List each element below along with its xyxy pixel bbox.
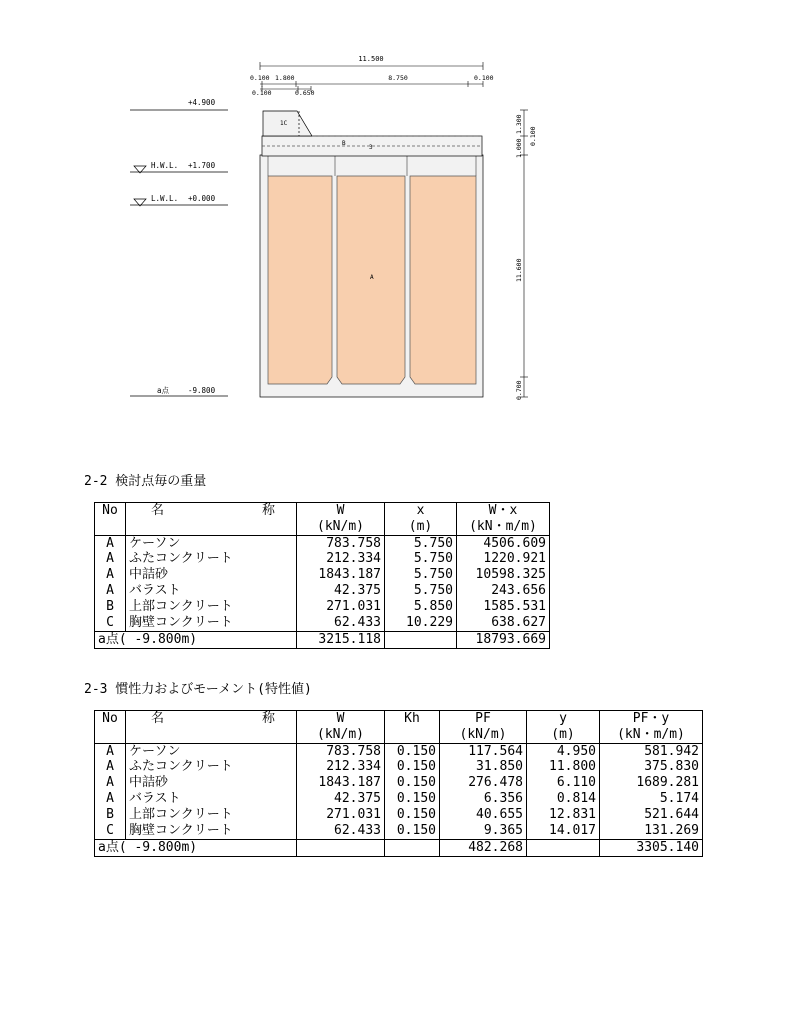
level-hwl-value: +1.700 (188, 161, 216, 170)
table-row (95, 823, 703, 840)
header-no: No (95, 711, 126, 744)
dim-r2: 1.300 (515, 114, 523, 134)
row-wx: 1585.531 (457, 599, 550, 615)
row-no: A (95, 743, 126, 759)
header-pfy-unit: (kN・m/m) (617, 726, 685, 742)
row-name: ふたコンクリート (126, 551, 297, 567)
row-kh: 0.150 (385, 759, 440, 775)
header-w (297, 503, 385, 536)
caisson-cross-section-drawing (0, 0, 793, 420)
row-name: ケーソン (126, 535, 297, 551)
dim-r4: 11.600 (515, 258, 523, 282)
label-c: 1C (280, 120, 288, 127)
row-pf: 31.850 (440, 759, 527, 775)
row-name: バラスト (126, 583, 297, 599)
total-y (527, 840, 600, 857)
header-name (126, 503, 297, 536)
row-no: A (95, 551, 126, 567)
header-wx-label: W・x (488, 503, 518, 518)
row-x: 5.750 (385, 567, 457, 583)
weight-table-header (95, 503, 550, 536)
row-no: C (95, 823, 126, 840)
row-no: B (95, 599, 126, 615)
header-x-label: x (416, 503, 425, 518)
dim-total-width: 11.500 (358, 55, 384, 63)
row-w: 783.758 (297, 535, 385, 551)
row-pf: 276.478 (440, 775, 527, 791)
label-a: A (370, 274, 374, 281)
level-lwl-label: L.W.L. (151, 194, 179, 203)
row-no: A (95, 567, 126, 583)
row-no: A (95, 775, 126, 791)
header-w-unit: (kN/m) (317, 726, 364, 742)
table-total-row (95, 840, 703, 857)
dim-d6: 0.650 (295, 89, 315, 97)
row-pfy: 375.830 (600, 759, 703, 775)
header-name-2: 称 (261, 711, 275, 726)
total-pf: 482.268 (440, 840, 527, 857)
header-wx (457, 503, 550, 536)
table-row (95, 775, 703, 791)
table-row (95, 743, 703, 759)
row-y: 6.110 (527, 775, 600, 791)
row-x: 5.750 (385, 535, 457, 551)
row-no: A (95, 535, 126, 551)
row-x: 10.229 (385, 615, 457, 632)
total-label: a点( -9.800m) (95, 632, 297, 649)
header-w (297, 711, 385, 744)
row-no: A (95, 759, 126, 775)
table-row (95, 551, 550, 567)
total-wx: 18793.669 (457, 632, 550, 649)
total-pfy: 3305.140 (600, 840, 703, 857)
row-w: 62.433 (297, 615, 385, 632)
row-pfy: 521.644 (600, 807, 703, 823)
dim-d2: 1.800 (275, 74, 295, 82)
row-kh: 0.150 (385, 823, 440, 840)
row-wx: 243.656 (457, 583, 550, 599)
level-top: +4.900 (188, 98, 216, 107)
header-name-2: 称 (261, 503, 275, 518)
dim-d1: 0.100 (250, 74, 270, 82)
row-name: 上部コンクリート (126, 599, 297, 615)
row-wx: 638.627 (457, 615, 550, 632)
header-y-unit: (m) (551, 726, 575, 742)
row-x: 5.750 (385, 551, 457, 567)
table-total-row (95, 632, 550, 649)
table-row (95, 759, 703, 775)
row-name: 上部コンクリート (126, 807, 297, 823)
dim-r5: 0.700 (515, 380, 523, 400)
row-w: 62.433 (297, 823, 385, 840)
header-w-label: W (336, 711, 345, 726)
row-pfy: 1689.281 (600, 775, 703, 791)
caisson-structure (260, 111, 483, 397)
table-row (95, 599, 550, 615)
table-row (95, 567, 550, 583)
label-b2: 3 (369, 144, 373, 151)
row-w: 212.334 (297, 759, 385, 775)
row-name: 中詰砂 (126, 567, 297, 583)
level-lwl-value: +0.000 (188, 194, 216, 203)
header-no: No (95, 503, 126, 536)
header-pf-unit: (kN/m) (459, 726, 507, 742)
row-name: ケーソン (126, 743, 297, 759)
row-wx: 10598.325 (457, 567, 550, 583)
total-label: a点( -9.800m) (95, 840, 297, 857)
header-pf (440, 711, 527, 744)
row-x: 5.850 (385, 599, 457, 615)
row-wx: 1220.921 (457, 551, 550, 567)
row-name: 胸壁コンクリート (126, 823, 297, 840)
row-pfy: 131.269 (600, 823, 703, 840)
row-w: 42.375 (297, 583, 385, 599)
header-name-1: 名 (151, 711, 165, 726)
header-wx-unit: (kN・m/m) (469, 518, 537, 534)
header-pfy (600, 711, 703, 744)
row-pf: 40.655 (440, 807, 527, 823)
table-row (95, 615, 550, 632)
table-row (95, 535, 550, 551)
row-name: ふたコンクリート (126, 759, 297, 775)
row-kh: 0.150 (385, 775, 440, 791)
row-pf: 6.356 (440, 791, 527, 807)
row-kh: 0.150 (385, 743, 440, 759)
section-23-title: 2-3 慣性力およびモーメント(特性値) (84, 682, 312, 697)
header-name-1: 名 (151, 503, 165, 518)
header-y-label: y (559, 711, 567, 726)
row-w: 1843.187 (297, 567, 385, 583)
inertia-table (94, 710, 703, 857)
total-w: 3215.118 (297, 632, 385, 649)
row-kh: 0.150 (385, 807, 440, 823)
header-kh (385, 711, 440, 744)
header-kh-label: Kh (404, 711, 420, 726)
inertia-table-header (95, 711, 703, 744)
dim-r1: 1.000 (515, 138, 523, 158)
level-hwl-label: H.W.L. (151, 161, 179, 170)
header-x (385, 503, 457, 536)
row-name: 胸壁コンクリート (126, 615, 297, 632)
row-w: 271.031 (297, 599, 385, 615)
dim-d5: 0.100 (252, 89, 272, 97)
row-name: バラスト (126, 791, 297, 807)
table-row (95, 807, 703, 823)
row-y: 11.800 (527, 759, 600, 775)
dim-d4: 0.100 (474, 74, 494, 82)
row-w: 1843.187 (297, 775, 385, 791)
header-pfy-label: PF・y (632, 711, 670, 726)
header-w-label: W (336, 503, 345, 518)
header-x-unit: (m) (408, 518, 433, 534)
row-w: 783.758 (297, 743, 385, 759)
level-a-label: a点 (157, 386, 170, 395)
row-pfy: 581.942 (600, 743, 703, 759)
header-name (126, 711, 297, 744)
row-w: 212.334 (297, 551, 385, 567)
row-w: 42.375 (297, 791, 385, 807)
row-no: C (95, 615, 126, 632)
row-no: A (95, 583, 126, 599)
row-no: A (95, 791, 126, 807)
row-wx: 4506.609 (457, 535, 550, 551)
row-y: 12.831 (527, 807, 600, 823)
total-x (385, 632, 457, 649)
section-22-title: 2-2 検討点毎の重量 (84, 474, 207, 489)
weight-table (94, 502, 550, 649)
row-no: B (95, 807, 126, 823)
header-pf-label: PF (475, 711, 491, 726)
table-row (95, 791, 703, 807)
row-w: 271.031 (297, 807, 385, 823)
header-w-unit: (kN/m) (317, 518, 364, 534)
row-name: 中詰砂 (126, 775, 297, 791)
dim-d3: 8.750 (388, 74, 408, 82)
table-row (95, 583, 550, 599)
row-pf: 117.564 (440, 743, 527, 759)
label-b: B (342, 140, 346, 147)
dim-r3: 0.100 (529, 126, 537, 146)
row-kh: 0.150 (385, 791, 440, 807)
row-x: 5.750 (385, 583, 457, 599)
total-w (297, 840, 385, 857)
header-y (527, 711, 600, 744)
row-pf: 9.365 (440, 823, 527, 840)
row-y: 14.017 (527, 823, 600, 840)
row-y: 0.814 (527, 791, 600, 807)
level-lines (130, 110, 228, 396)
row-y: 4.950 (527, 743, 600, 759)
row-pfy: 5.174 (600, 791, 703, 807)
total-kh (385, 840, 440, 857)
level-a-value: -9.800 (188, 386, 216, 395)
